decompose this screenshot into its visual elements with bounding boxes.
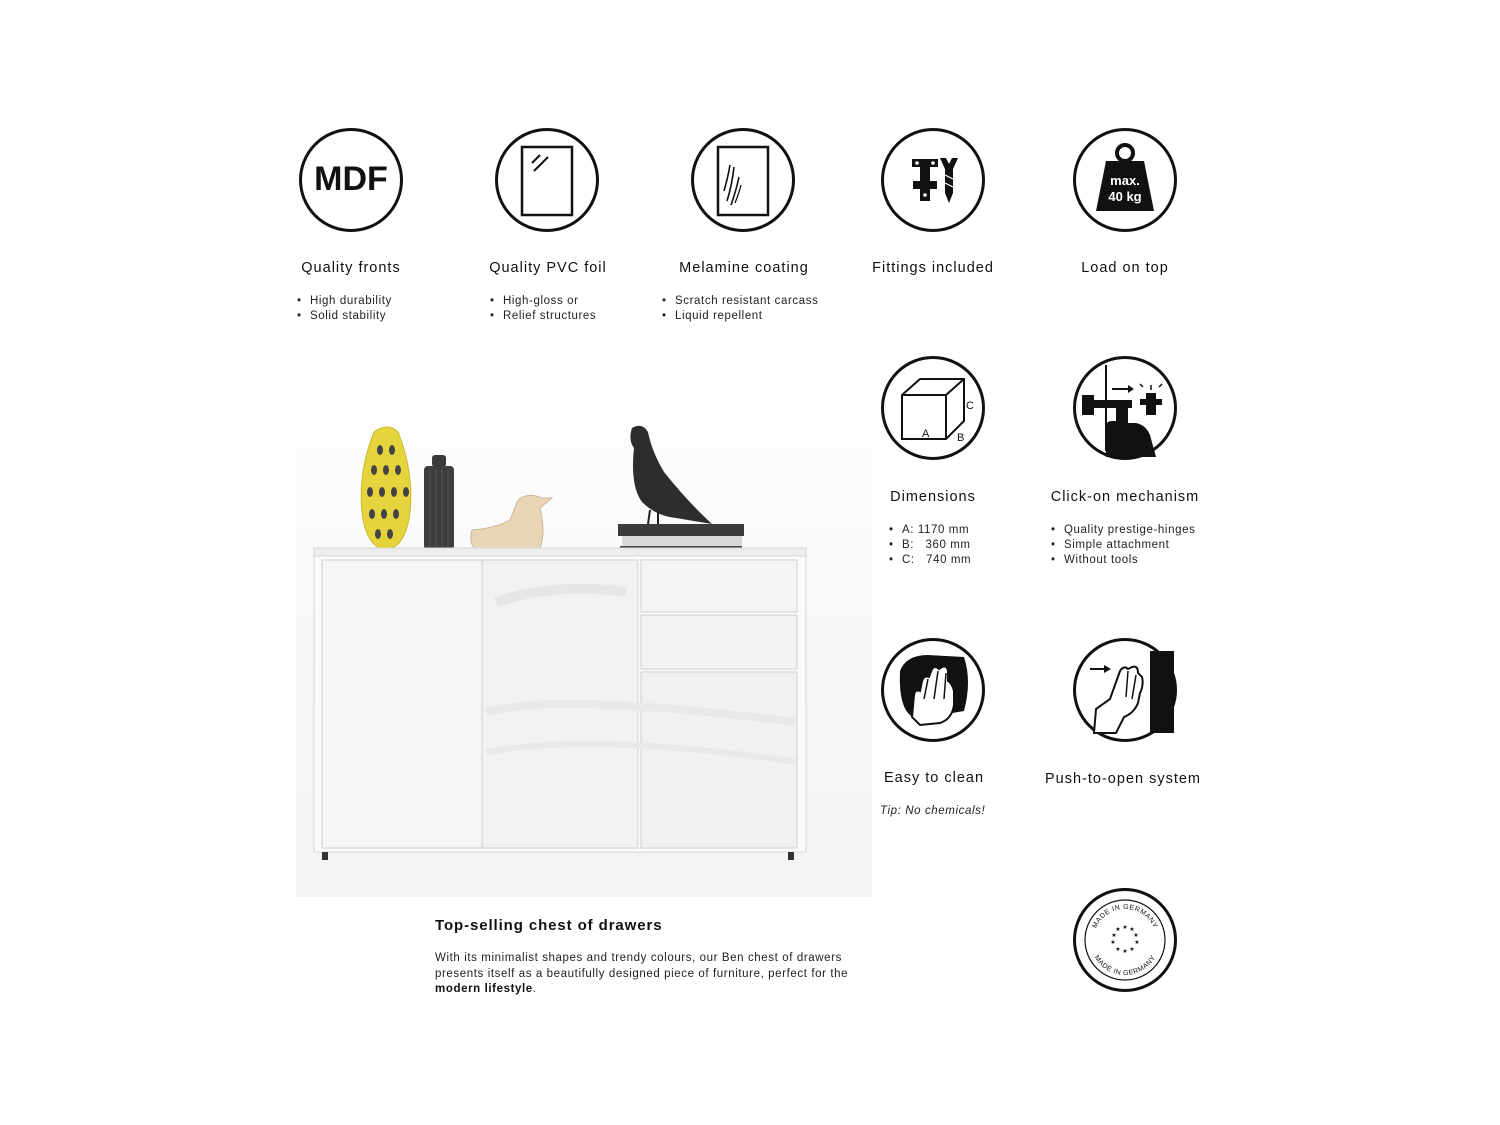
cube-label-c: C [966, 400, 974, 412]
product-image-sideboard [296, 352, 872, 897]
weight-icon [1073, 128, 1177, 232]
svg-text:★: ★ [1111, 932, 1117, 939]
description-body [435, 951, 855, 998]
push-hand-icon [1073, 638, 1177, 742]
glossy-panel-icon [495, 128, 599, 232]
feature-title-easy-clean: Easy to clean [883, 770, 985, 786]
feature-bullets-pvc-foil [490, 294, 596, 324]
svg-text:★: ★ [1129, 926, 1135, 933]
book-stack [618, 524, 744, 550]
feature-title-dimensions: Dimensions [890, 489, 976, 505]
weight-value-label: 40 kg [1108, 189, 1142, 204]
list-item: • A: 1170 mm [889, 523, 971, 538]
seal-stars [1110, 924, 1139, 955]
cube-icon [881, 356, 985, 460]
black-bird-figurine [630, 426, 712, 524]
mdf-icon-text: MDF [314, 160, 388, 198]
description-text-1: With its minimalist shapes and trendy colours, our Ben chest of drawers presents itself as a beautifully designed piece of furniture, perfect for the [435, 952, 849, 980]
list-item: • Solid stability [297, 309, 392, 324]
list-item: • Quality prestige-hinges [1051, 523, 1195, 538]
list-item: • Relief structures [490, 309, 596, 324]
feature-bullets-click-on [1051, 523, 1195, 568]
feature-bullets-dimensions [889, 523, 971, 568]
weight-max-label: max. [1110, 173, 1140, 188]
description-emphasis: modern lifestyle [435, 983, 533, 995]
feature-bullets-quality-fronts [297, 294, 392, 324]
feature-title-melamine: Melamine coating [679, 260, 809, 276]
made-in-germany-seal [1073, 888, 1177, 992]
cube-label-a: A [922, 428, 930, 440]
feature-title-pvc-foil: Quality PVC foil [489, 260, 607, 276]
list-item: • B: 360 mm [889, 538, 971, 553]
svg-text:★: ★ [1122, 924, 1128, 931]
mdf-icon [299, 128, 403, 232]
feature-bullets-melamine [662, 294, 818, 324]
list-item: • Liquid repellent [662, 309, 818, 324]
cube-label-b: B [957, 432, 965, 444]
cleaning-hand-icon [881, 638, 985, 742]
list-item: • Without tools [1051, 553, 1195, 568]
yellow-vase [361, 427, 411, 550]
description-text-2: . [532, 983, 537, 995]
easy-clean-tip: Tip: No chemicals! [880, 805, 986, 817]
fittings-icon [881, 128, 985, 232]
feature-title-push-to-open: Push-to-open system [1044, 771, 1201, 787]
hinge-click-icon [1073, 356, 1177, 460]
list-item: • High-gloss or [490, 294, 596, 309]
svg-text:★: ★ [1133, 932, 1139, 939]
scratched-panel-icon [691, 128, 795, 232]
feature-title-click-on: Click-on mechanism [1050, 489, 1200, 505]
svg-text:★: ★ [1110, 939, 1116, 946]
list-item: • High durability [297, 294, 392, 309]
svg-text:★: ★ [1134, 939, 1140, 946]
seal-text-top: MADE IN GERMANY [1091, 903, 1159, 930]
svg-text:★: ★ [1129, 946, 1135, 953]
dark-bottle [424, 455, 454, 550]
sideboard-cabinet [314, 548, 806, 860]
svg-text:★: ★ [1122, 948, 1128, 955]
feature-title-fittings: Fittings included [872, 260, 994, 276]
list-item: • Scratch resistant carcass [662, 294, 818, 309]
description-title: Top-selling chest of drawers [435, 917, 663, 934]
seal-text-bottom: MADE IN GERMANY [1092, 954, 1158, 978]
list-item: • Simple attachment [1051, 538, 1195, 553]
svg-text:★: ★ [1115, 926, 1121, 933]
wooden-bird [471, 495, 552, 550]
feature-title-load: Load on top [1081, 260, 1169, 276]
svg-text:★: ★ [1115, 946, 1121, 953]
feature-title-quality-fronts: Quality fronts [301, 260, 401, 276]
list-item: • C: 740 mm [889, 553, 971, 568]
